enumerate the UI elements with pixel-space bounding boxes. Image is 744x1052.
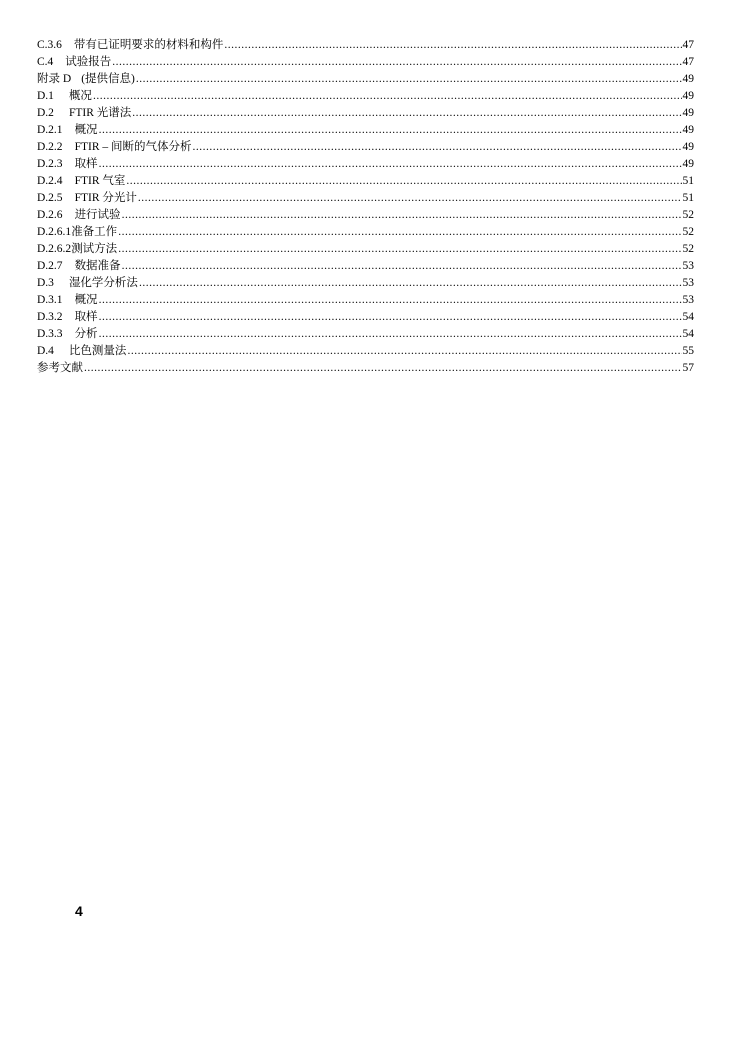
toc-entry-title: (提供信息): [81, 73, 135, 85]
toc-dot-leader: [122, 258, 682, 275]
toc-entry[interactable]: [37, 37, 694, 54]
toc-entry[interactable]: [37, 139, 694, 156]
toc-entry[interactable]: [37, 190, 694, 207]
toc-entry-title: 准备工作: [71, 226, 118, 238]
toc-entry-number: D.2.6.2: [37, 243, 72, 255]
page-number: 4: [75, 903, 83, 919]
toc-entry[interactable]: [37, 309, 694, 326]
toc-entry[interactable]: [37, 241, 694, 258]
toc-entry-title: 取样: [74, 311, 98, 323]
toc-dot-leader: [99, 292, 682, 309]
toc-entry-page: 54: [682, 311, 694, 323]
toc-entry[interactable]: [37, 258, 694, 275]
toc-dot-leader: [127, 343, 681, 360]
toc-entry-title: 比色测量法: [68, 345, 127, 357]
toc-entry-title: FTIR – 间断的气体分析: [74, 141, 192, 153]
toc-entry-page: 53: [682, 260, 694, 272]
toc-entry-page: 52: [682, 243, 694, 255]
toc-dot-leader: [138, 190, 682, 207]
toc-dot-leader: [136, 71, 682, 88]
toc-entry-title: 概况: [74, 294, 98, 306]
toc-entry-page: 47: [682, 56, 694, 68]
toc-dot-leader: [84, 360, 682, 377]
toc-entry-page: 57: [682, 362, 694, 374]
toc-entry-title: 概况: [68, 90, 92, 102]
toc-entry-number: C.3.6: [37, 39, 62, 51]
toc-entry-number: C.4: [37, 56, 54, 68]
toc-entry-page: 52: [682, 209, 694, 221]
toc-dot-leader: [112, 54, 681, 71]
toc-entry-number: D.1: [37, 90, 54, 102]
toc-entry-page: 55: [682, 345, 694, 357]
toc-entry[interactable]: [37, 88, 694, 105]
toc-dot-leader: [99, 309, 682, 326]
toc-entry-number: D.3.2: [37, 311, 63, 323]
toc-dot-leader: [93, 88, 682, 105]
toc-dot-leader: [118, 241, 681, 258]
toc-entry-title: 测试方法: [71, 243, 118, 255]
toc-entry-page: 49: [682, 124, 694, 136]
table-of-contents: [37, 37, 694, 377]
toc-entry-page: 49: [682, 73, 694, 85]
toc-dot-leader: [132, 105, 681, 122]
toc-entry-title: 概况: [74, 124, 98, 136]
toc-entry-number: D.2.7: [37, 260, 63, 272]
toc-entry-page: 49: [682, 141, 694, 153]
toc-entry-page: 49: [682, 90, 694, 102]
toc-entry-number: D.3.1: [37, 294, 63, 306]
toc-entry[interactable]: [37, 173, 694, 190]
toc-entry[interactable]: [37, 207, 694, 224]
toc-entry[interactable]: [37, 54, 694, 71]
toc-dot-leader: [192, 139, 681, 156]
toc-entry-number: D.2.2: [37, 141, 63, 153]
toc-entry-number: D.2.6.1: [37, 226, 72, 238]
toc-entry-number: D.2: [37, 107, 54, 119]
toc-entry-page: 51: [682, 192, 694, 204]
toc-entry-title: 进行试验: [74, 209, 121, 221]
toc-entry-title: 分析: [74, 328, 98, 340]
toc-entry-title: 参考文献: [37, 362, 83, 374]
toc-entry-page: 49: [682, 107, 694, 119]
toc-entry-title: FTIR 气室: [74, 175, 126, 187]
toc-entry[interactable]: [37, 343, 694, 360]
toc-entry-title: FTIR 分光计: [74, 192, 137, 204]
toc-entry-number: D.2.5: [37, 192, 63, 204]
toc-entry-number: D.4: [37, 345, 54, 357]
toc-dot-leader: [224, 37, 681, 54]
toc-entry-page: 52: [682, 226, 694, 238]
toc-dot-leader: [118, 224, 681, 241]
toc-entry-title: 数据准备: [74, 260, 121, 272]
toc-entry[interactable]: [37, 105, 694, 122]
toc-entry-number: D.2.6: [37, 209, 63, 221]
toc-entry[interactable]: [37, 122, 694, 139]
toc-dot-leader: [126, 173, 681, 190]
toc-entry[interactable]: [37, 275, 694, 292]
toc-entry[interactable]: [37, 156, 694, 173]
toc-entry-number: D.2.3: [37, 158, 63, 170]
toc-entry-number: D.2.1: [37, 124, 63, 136]
toc-entry[interactable]: [37, 224, 694, 241]
toc-entry-title: 试验报告: [65, 56, 112, 68]
toc-dot-leader: [99, 326, 682, 343]
toc-entry-page: 47: [682, 39, 694, 51]
toc-entry-title: 带有已证明要求的材料和构件: [73, 39, 224, 51]
toc-entry[interactable]: [37, 292, 694, 309]
toc-dot-leader: [122, 207, 682, 224]
toc-entry-number: D.3.3: [37, 328, 63, 340]
toc-entry-page: 54: [682, 328, 694, 340]
toc-entry-number: D.2.4: [37, 175, 63, 187]
toc-dot-leader: [99, 156, 682, 173]
toc-entry-page: 53: [682, 294, 694, 306]
toc-dot-leader: [99, 122, 682, 139]
toc-entry-page: 53: [682, 277, 694, 289]
toc-entry[interactable]: [37, 360, 694, 377]
toc-entry-page: 51: [682, 175, 694, 187]
toc-entry-page: 49: [682, 158, 694, 170]
toc-dot-leader: [139, 275, 682, 292]
toc-entry[interactable]: [37, 326, 694, 343]
toc-entry-number: 附录 D: [37, 73, 72, 85]
toc-entry-title: FTIR 光谱法: [68, 107, 132, 119]
toc-entry-title: 湿化学分析法: [68, 277, 138, 289]
toc-entry-title: 取样: [74, 158, 98, 170]
toc-entry-number: D.3: [37, 277, 54, 289]
toc-entry[interactable]: [37, 71, 694, 88]
